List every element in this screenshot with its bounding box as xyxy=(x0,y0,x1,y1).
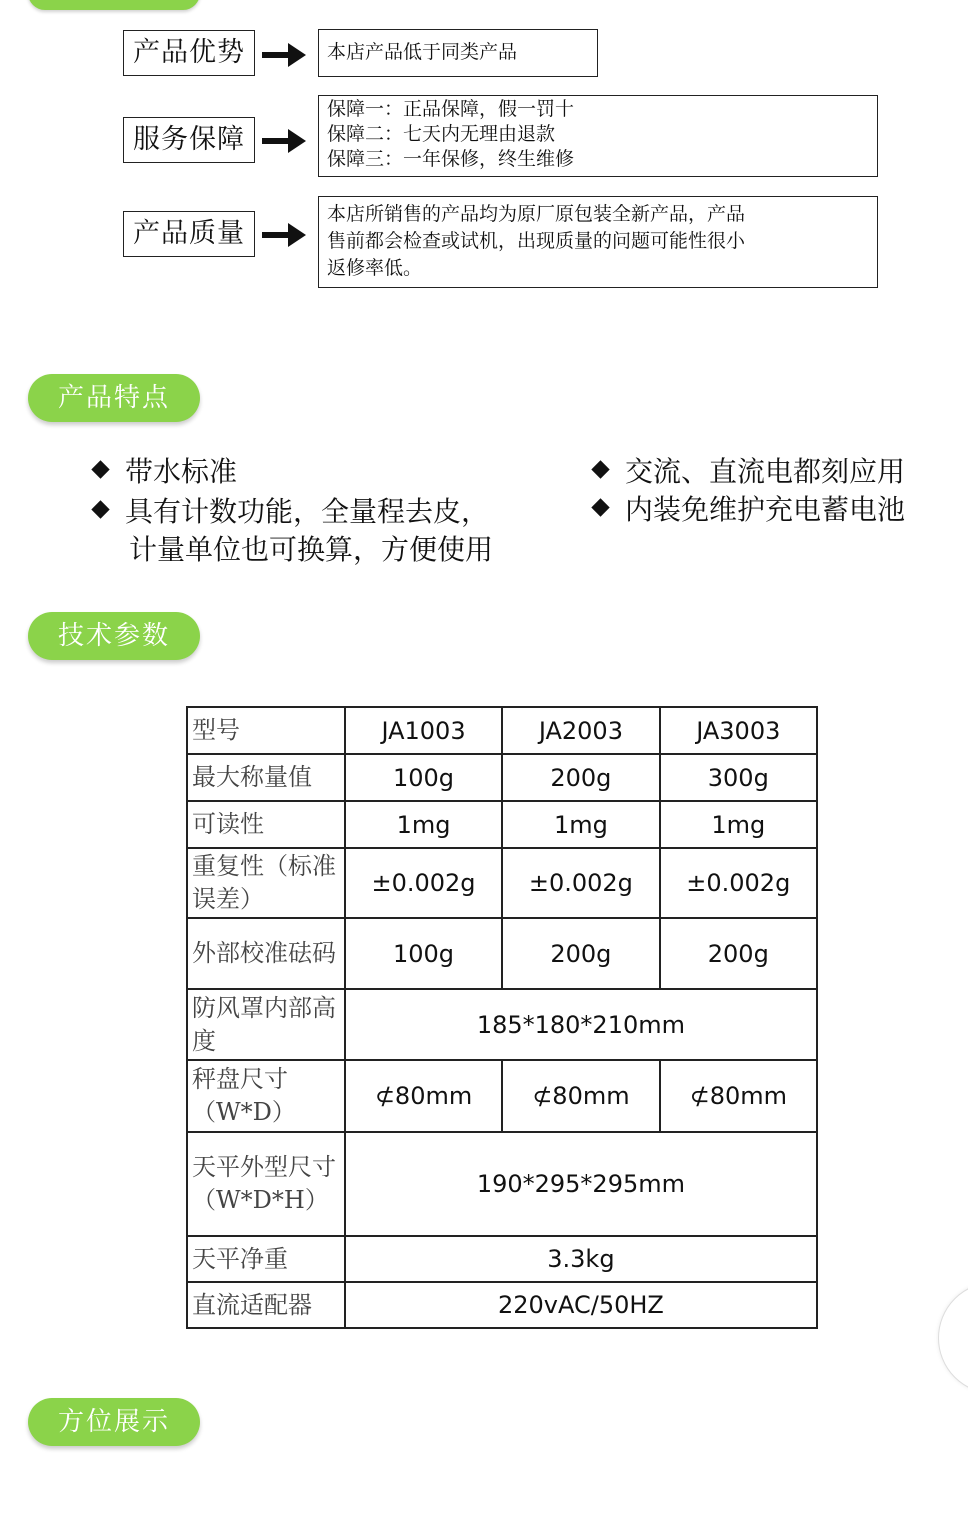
diamond-bullet-icon xyxy=(591,498,609,516)
spec-value: JA2003 xyxy=(502,707,659,754)
spec-value: 3.3kg xyxy=(345,1236,817,1282)
spec-value: ±0.002g xyxy=(345,848,502,918)
table-row xyxy=(187,754,817,801)
spec-value: 1mg xyxy=(660,801,817,848)
advantage-text: 本店产品低于同类产品 xyxy=(327,41,518,63)
diamond-bullet-icon xyxy=(91,500,109,518)
spec-table xyxy=(186,706,818,1329)
table-row xyxy=(187,1132,817,1236)
section-header-features: 产品特点 xyxy=(28,374,200,422)
spec-value: JA1003 xyxy=(345,707,502,754)
advantage-text: 售前都会检查或试机，出现质量的问题可能性很小 xyxy=(327,230,746,252)
spec-value: 1mg xyxy=(345,801,502,848)
section-header-specs: 技术参数 xyxy=(28,612,200,660)
feature-text: 交流、直流电都刻应用 xyxy=(625,455,906,488)
spec-value: ±0.002g xyxy=(502,848,659,918)
feature-text: 内装免维护充电蓄电池 xyxy=(625,493,906,526)
table-row xyxy=(187,989,817,1060)
table-row xyxy=(187,1282,817,1328)
spec-label: 防风罩内部高度 xyxy=(187,989,345,1060)
spec-value: JA3003 xyxy=(660,707,817,754)
spec-label: 外部校准砝码 xyxy=(187,918,345,989)
spec-value: 100g xyxy=(345,918,502,989)
advantage-text: 返修率低。 xyxy=(327,257,423,279)
spec-value: 190*295*295mm xyxy=(345,1132,817,1236)
feature-item xyxy=(594,491,905,529)
feature-item xyxy=(94,493,493,569)
advantage-text: 保障三：一年保修，终生维修 xyxy=(327,148,575,170)
spec-value: ±0.002g xyxy=(660,848,817,918)
table-row xyxy=(187,801,817,848)
table-row xyxy=(187,848,817,918)
advantage-text: 保障一：正品保障，假一罚十 xyxy=(327,98,575,120)
feature-item xyxy=(94,453,237,491)
advantage-text: 保障二：七天内无理由退款 xyxy=(327,123,556,145)
spec-value: 185*180*210mm xyxy=(345,989,817,1060)
section-header-pill-top xyxy=(28,0,200,10)
spec-value: 200g xyxy=(502,754,659,801)
spec-value: 300g xyxy=(660,754,817,801)
spec-label: 重复性（标准误差） xyxy=(187,848,345,918)
spec-label: 最大称量值 xyxy=(187,754,345,801)
feature-item xyxy=(594,453,905,491)
spec-value: ⊄80mm xyxy=(660,1060,817,1132)
advantage-box-product xyxy=(318,29,598,77)
diamond-bullet-icon xyxy=(591,460,609,478)
spec-label: 型号 xyxy=(187,707,345,754)
spec-label: 可读性 xyxy=(187,801,345,848)
arrow-right-icon xyxy=(262,129,306,153)
table-row xyxy=(187,707,817,754)
table-row xyxy=(187,1060,817,1132)
arrow-right-icon xyxy=(262,43,306,67)
advantage-box-service xyxy=(318,95,878,177)
table-row xyxy=(187,918,817,989)
advantage-label-service: 服务保障 xyxy=(123,117,255,163)
spec-label: 天平外型尺寸（W*D*H） xyxy=(187,1132,345,1236)
section-header-display: 方位展示 xyxy=(28,1398,200,1446)
feature-text-continued: 计量单位也可换算，方便使用 xyxy=(129,533,494,566)
spec-value: 200g xyxy=(660,918,817,989)
advantage-box-quality xyxy=(318,196,878,288)
feature-text: 具有计数功能，全量程去皮， xyxy=(125,495,490,528)
floating-scroll-button[interactable] xyxy=(938,1282,968,1394)
spec-label: 直流适配器 xyxy=(187,1282,345,1328)
diamond-bullet-icon xyxy=(91,460,109,478)
arrow-right-icon xyxy=(262,223,306,247)
spec-value: 220vAC/50HZ xyxy=(345,1282,817,1328)
spec-value: ⊄80mm xyxy=(502,1060,659,1132)
feature-text: 带水标准 xyxy=(125,455,238,488)
spec-label: 天平净重 xyxy=(187,1236,345,1282)
spec-value: 200g xyxy=(502,918,659,989)
spec-value: 1mg xyxy=(502,801,659,848)
table-row xyxy=(187,1236,817,1282)
advantage-label-quality: 产品质量 xyxy=(123,211,255,257)
spec-value: 100g xyxy=(345,754,502,801)
advantage-text: 本店所销售的产品均为原厂原包装全新产品，产品 xyxy=(327,203,746,225)
spec-value: ⊄80mm xyxy=(345,1060,502,1132)
advantage-label-product: 产品优势 xyxy=(123,30,255,76)
spec-label: 秤盘尺寸（W*D） xyxy=(187,1060,345,1132)
